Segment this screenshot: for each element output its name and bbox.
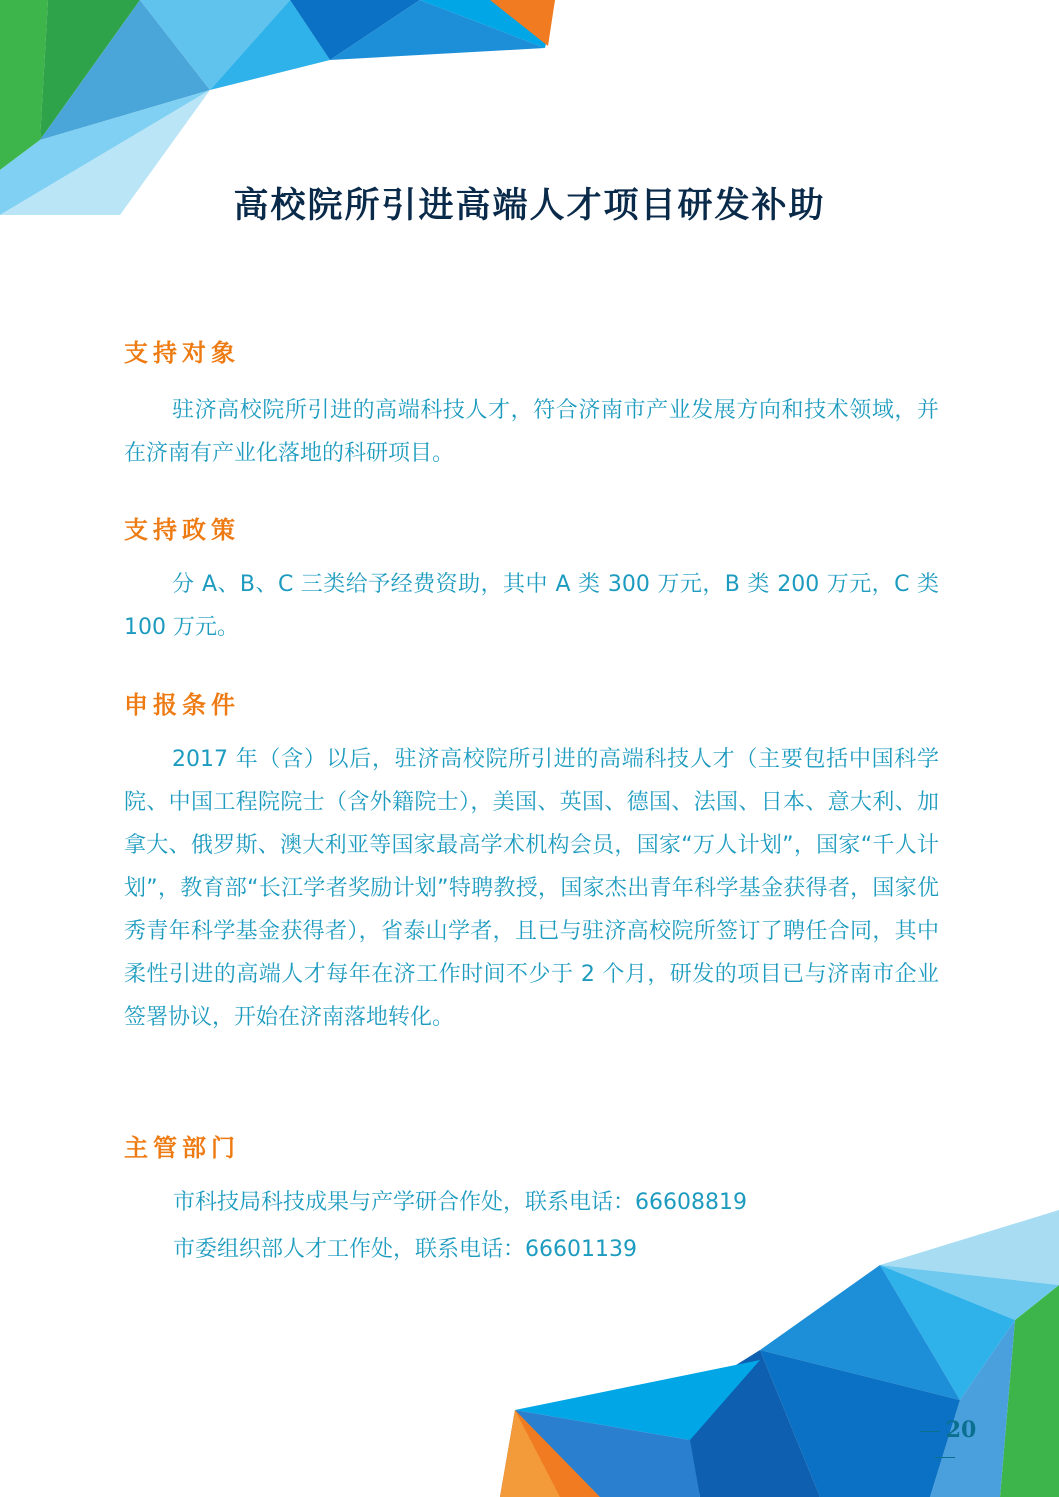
section-heading-target: 支持对象 xyxy=(124,338,240,367)
page-number-dash-left xyxy=(920,1431,940,1432)
department-contact-1: 市科技局科技成果与产学研合作处，联系电话：66608819 xyxy=(173,1190,747,1215)
section-text-policy: 分 A、B、C 三类给予经费资助，其中 A 类 300 万元，B 类 200 万元，C 类 100 万元。 xyxy=(124,572,939,640)
section-text-target: 驻济高校院所引进的高端科技人才，符合济南市产业发展方向和技术领域，并在济南有产业化落地的科研项目。 xyxy=(124,398,939,466)
page-number xyxy=(900,1417,990,1469)
page-number-dash-right xyxy=(935,1457,955,1458)
section-text-conditions: 2017 年（含）以后，驻济高校院所引进的高端科技人才（主要包括中国科学院、中国工程院院士（含外籍院士），美国、英国、德国、法国、日本、意大利、加拿大、俄罗斯、澳大利亚等国家最高学术机构会员，国家“万人计划”，国家“千人计划”，教育部“长江学者奖励计划”特聘教授，国家杰出青年科学基金获得者，国家优秀青年科学基金获得者），省泰山学者，且已与驻济高校院所签订了聘任合同，其中柔性引进的高端人才每年在济工作时间不少于 2 个月，研发的项目已与济南市企业签署协议，开始在济南落地转化。 xyxy=(124,747,939,1030)
section-heading-department: 主管部门 xyxy=(124,1133,240,1162)
section-heading-conditions: 申报条件 xyxy=(124,690,240,719)
page-title: 高校院所引进高端人才项目研发补助 xyxy=(233,186,826,226)
department-contact-2: 市委组织部人才工作处，联系电话：66601139 xyxy=(173,1237,637,1262)
section-heading-policy: 支持政策 xyxy=(124,515,240,544)
page-number-value: 20 xyxy=(945,1417,977,1443)
